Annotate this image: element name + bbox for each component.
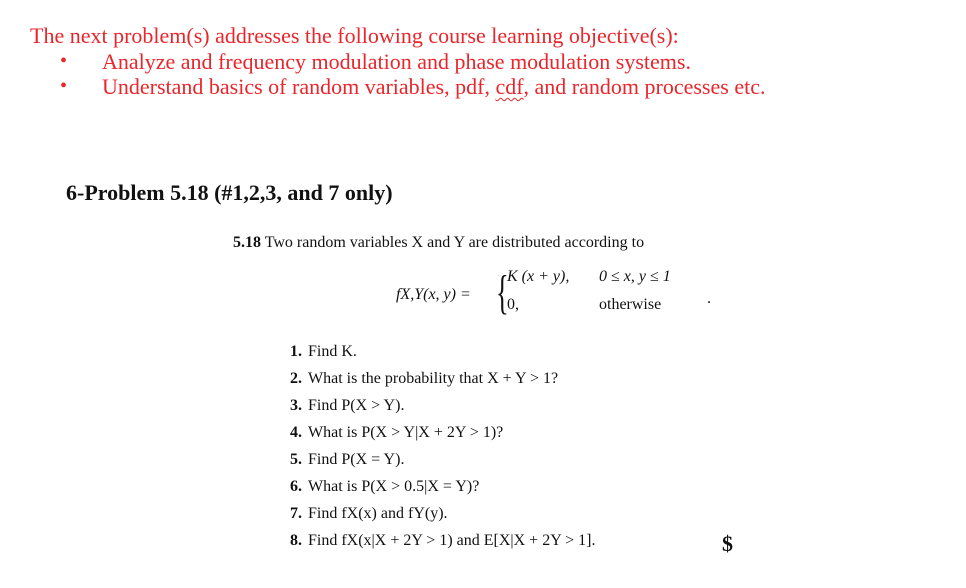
problem-intro-text: Two random variables X and Y are distributed according to bbox=[264, 234, 645, 251]
part-text: Find K. bbox=[308, 343, 357, 360]
problem-part bbox=[290, 419, 596, 446]
part-text: Find fX(x) and fY(y). bbox=[308, 505, 448, 522]
equation-case1-expression: K (x + y), bbox=[507, 268, 570, 285]
part-number: 4. bbox=[290, 424, 302, 441]
part-text: What is the probability that X + Y > 1? bbox=[308, 370, 559, 387]
objective-item bbox=[30, 74, 765, 99]
problem-heading: 6-Problem 5.18 (#1,2,3, and 7 only) bbox=[66, 180, 393, 205]
objective-text-pre: Understand basics of random variables, pdf, bbox=[102, 74, 496, 99]
problem-part bbox=[290, 500, 596, 527]
problem-part bbox=[290, 338, 596, 365]
spellcheck-underlined-word: cdf bbox=[495, 74, 524, 99]
objectives-list bbox=[30, 49, 765, 99]
part-number: 6. bbox=[290, 478, 302, 495]
equation-period: . bbox=[707, 290, 711, 307]
left-brace-icon: { bbox=[496, 266, 509, 319]
learning-objectives bbox=[30, 23, 765, 99]
part-text: What is P(X > Y|X + 2Y > 1)? bbox=[308, 424, 504, 441]
bullet-icon: • bbox=[60, 75, 68, 97]
objective-text-post: , and random processes etc. bbox=[523, 74, 766, 99]
part-number: 5. bbox=[290, 451, 302, 468]
part-number: 8. bbox=[290, 532, 302, 549]
objective-text: Analyze and frequency modulation and phase modulation systems. bbox=[102, 49, 691, 74]
dollar-icon: $ bbox=[722, 531, 733, 556]
part-text: Find P(X = Y). bbox=[308, 451, 405, 468]
problem-parts-list bbox=[290, 338, 596, 554]
part-text: Find fX(x|X + 2Y > 1) and E[X|X + 2Y > 1]. bbox=[308, 532, 596, 549]
bullet-icon: • bbox=[60, 50, 68, 72]
problem-part bbox=[290, 365, 596, 392]
joint-pdf-equation bbox=[396, 268, 726, 328]
objective-item bbox=[30, 49, 765, 74]
equation-lhs: fX,Y(x, y) = bbox=[396, 286, 471, 303]
part-number: 7. bbox=[290, 505, 302, 522]
problem-part bbox=[290, 392, 596, 419]
equation-case2-expression: 0, bbox=[507, 296, 519, 313]
problem-statement bbox=[233, 234, 644, 252]
equation-case2-condition: otherwise bbox=[599, 296, 662, 313]
part-text: What is P(X > 0.5|X = Y)? bbox=[308, 478, 480, 495]
problem-part bbox=[290, 527, 596, 554]
part-text: Find P(X > Y). bbox=[308, 397, 405, 414]
part-number: 3. bbox=[290, 397, 302, 414]
problem-part bbox=[290, 446, 596, 473]
objectives-heading: The next problem(s) addresses the following course learning objective(s): bbox=[30, 23, 679, 48]
part-number: 1. bbox=[290, 343, 302, 360]
problem-number: 5.18 bbox=[233, 234, 261, 251]
equation-case1-condition: 0 ≤ x, y ≤ 1 bbox=[599, 268, 671, 285]
part-number: 2. bbox=[290, 370, 302, 387]
problem-part bbox=[290, 473, 596, 500]
